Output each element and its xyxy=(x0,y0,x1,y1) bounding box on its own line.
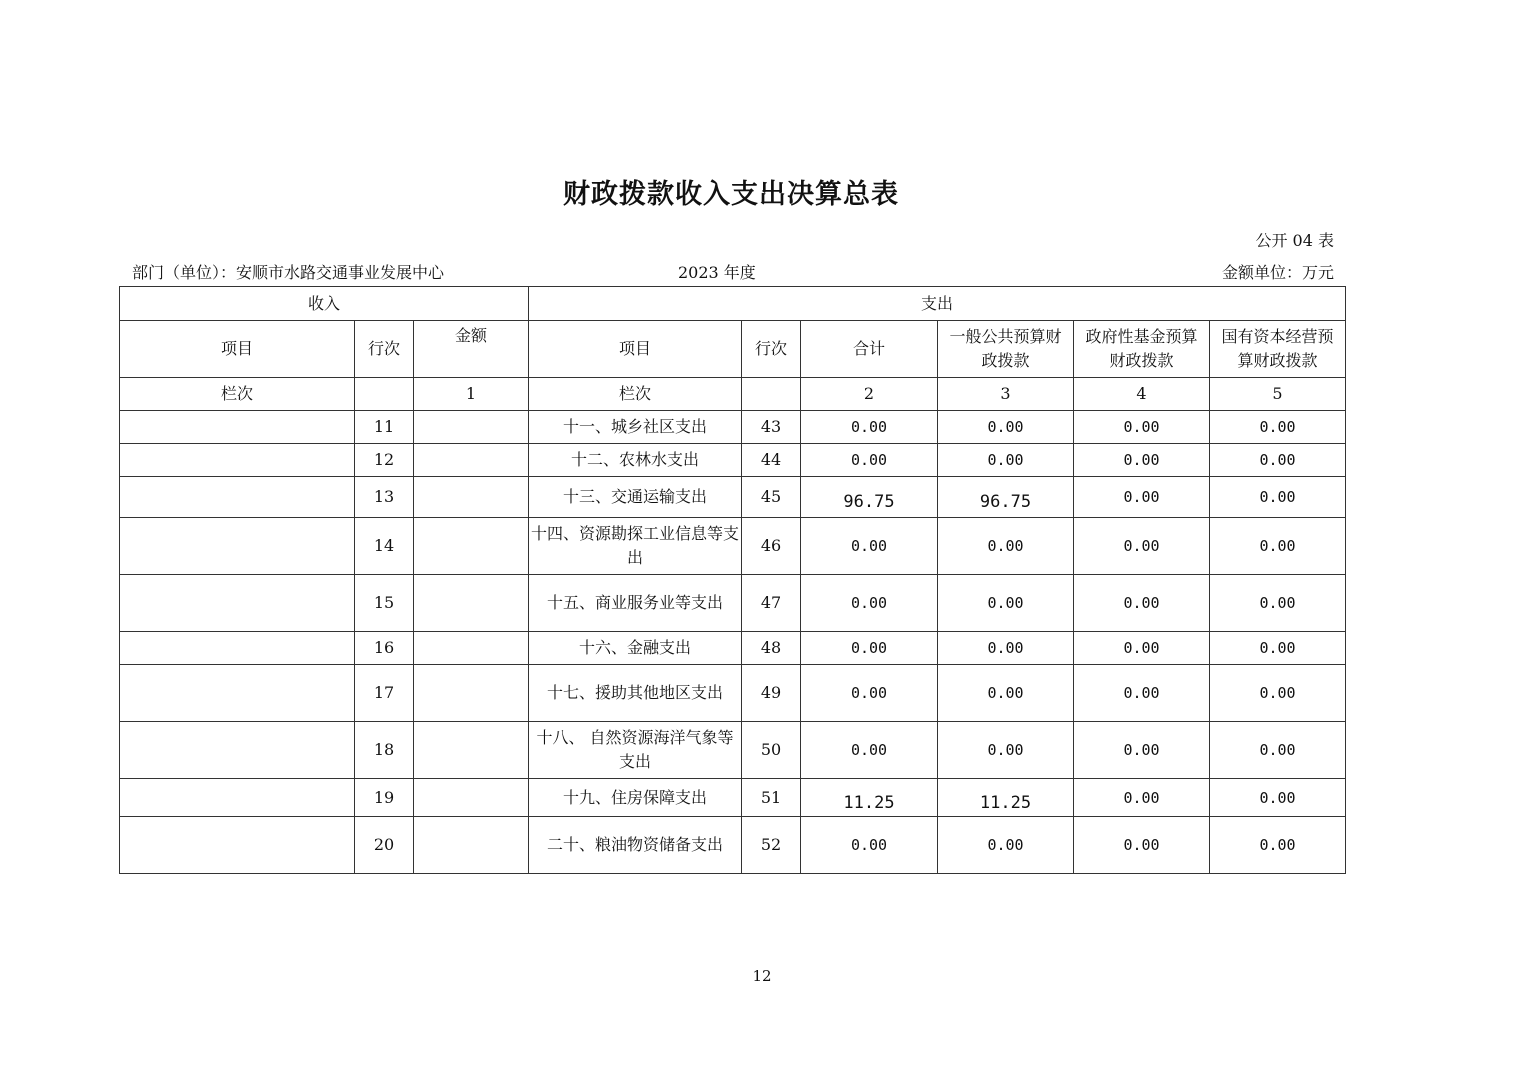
expense-item-cell: 十四、资源勘探工业信息等支出 xyxy=(529,518,742,575)
fiscal-year: 2023 年度 xyxy=(678,263,756,282)
general-budget-cell: 0.00 xyxy=(938,444,1074,477)
state-capital-cell: 0.00 xyxy=(1210,477,1346,518)
general-budget-header: 一般公共预算财政拨款 xyxy=(938,321,1074,378)
income-item-cell xyxy=(120,518,355,575)
income-amount-cell xyxy=(414,779,529,817)
expense-row-no-cell: 52 xyxy=(742,817,801,874)
expense-item-cell: 十六、金融支出 xyxy=(529,632,742,665)
income-amount-cell xyxy=(414,665,529,722)
total-cell: 0.00 xyxy=(801,444,938,477)
income-item-cell xyxy=(120,411,355,444)
total-cell: 0.00 xyxy=(801,632,938,665)
header-row-columns xyxy=(120,321,1346,378)
expense-row-no-cell: 44 xyxy=(742,444,801,477)
gov-fund-cell: 0.00 xyxy=(1074,477,1210,518)
total-header: 合计 xyxy=(801,321,938,378)
total-cell: 0.00 xyxy=(801,665,938,722)
table-row xyxy=(120,665,1346,722)
income-row-no-cell: 20 xyxy=(355,817,414,874)
expense-row-no-cell: 46 xyxy=(742,518,801,575)
table-row xyxy=(120,477,1346,518)
column-number-3: 3 xyxy=(938,378,1074,411)
expense-row-no-cell: 50 xyxy=(742,722,801,779)
expense-item-cell: 十二、农林水支出 xyxy=(529,444,742,477)
income-row-no-cell: 16 xyxy=(355,632,414,665)
income-row-no-cell: 19 xyxy=(355,779,414,817)
expense-item-cell: 十三、交通运输支出 xyxy=(529,477,742,518)
income-row-no-cell: 15 xyxy=(355,575,414,632)
empty-cell xyxy=(355,378,414,411)
income-amount-cell xyxy=(414,518,529,575)
income-row-no-cell: 14 xyxy=(355,518,414,575)
income-amount-cell xyxy=(414,411,529,444)
gov-fund-cell: 0.00 xyxy=(1074,779,1210,817)
income-row-no-cell: 17 xyxy=(355,665,414,722)
gov-fund-cell: 0.00 xyxy=(1074,411,1210,444)
expense-row-no-cell: 51 xyxy=(742,779,801,817)
column-number-1: 1 xyxy=(414,378,529,411)
total-cell: 0.00 xyxy=(801,411,938,444)
income-item-cell xyxy=(120,779,355,817)
general-budget-cell: 0.00 xyxy=(938,411,1074,444)
table-row xyxy=(120,444,1346,477)
general-budget-cell: 0.00 xyxy=(938,722,1074,779)
state-capital-cell: 0.00 xyxy=(1210,665,1346,722)
gov-fund-cell: 0.00 xyxy=(1074,817,1210,874)
income-amount-cell xyxy=(414,444,529,477)
table-row xyxy=(120,722,1346,779)
page-title: 财政拨款收入支出决算总表 xyxy=(563,179,899,210)
income-row-no-cell: 18 xyxy=(355,722,414,779)
expense-row-no-cell: 48 xyxy=(742,632,801,665)
gov-fund-cell: 0.00 xyxy=(1074,722,1210,779)
amount-unit: 金额单位：万元 xyxy=(1221,263,1334,282)
state-capital-cell: 0.00 xyxy=(1210,411,1346,444)
gov-fund-cell: 0.00 xyxy=(1074,444,1210,477)
state-capital-cell: 0.00 xyxy=(1210,575,1346,632)
expense-item-cell: 十九、住房保障支出 xyxy=(529,779,742,817)
table-row xyxy=(120,518,1346,575)
income-item-cell xyxy=(120,722,355,779)
state-capital-cell: 0.00 xyxy=(1210,632,1346,665)
income-amount-cell xyxy=(414,575,529,632)
general-budget-cell: 0.00 xyxy=(938,518,1074,575)
general-budget-cell: 0.00 xyxy=(938,632,1074,665)
gov-fund-cell: 0.00 xyxy=(1074,632,1210,665)
general-budget-cell: 0.00 xyxy=(938,817,1074,874)
total-cell: 0.00 xyxy=(801,518,938,575)
table-row xyxy=(120,632,1346,665)
header-row-groups xyxy=(120,287,1346,321)
expense-row-no-cell: 43 xyxy=(742,411,801,444)
expense-header: 支出 xyxy=(529,287,1346,321)
income-amount-cell xyxy=(414,632,529,665)
gov-fund-cell: 0.00 xyxy=(1074,518,1210,575)
income-item-cell xyxy=(120,817,355,874)
expense-item-cell: 十七、援助其他地区支出 xyxy=(529,665,742,722)
gov-fund-cell: 0.00 xyxy=(1074,575,1210,632)
budget-table xyxy=(119,286,1346,874)
total-cell: 0.00 xyxy=(801,817,938,874)
total-cell: 0.00 xyxy=(801,722,938,779)
income-amount-header: 金额 xyxy=(414,321,529,378)
income-amount-cell xyxy=(414,722,529,779)
department-label: 部门（单位）：安顺市水路交通事业发展中心 xyxy=(132,263,445,282)
state-capital-cell: 0.00 xyxy=(1210,518,1346,575)
general-budget-cell: 96.75 xyxy=(938,477,1074,518)
total-cell: 96.75 xyxy=(801,477,938,518)
state-capital-cell: 0.00 xyxy=(1210,779,1346,817)
column-number-row xyxy=(120,378,1346,411)
income-item-cell xyxy=(120,632,355,665)
expense-row-no-cell: 49 xyxy=(742,665,801,722)
expense-item-header: 项目 xyxy=(529,321,742,378)
table-row xyxy=(120,817,1346,874)
income-amount-cell xyxy=(414,477,529,518)
income-row-no-cell: 11 xyxy=(355,411,414,444)
state-capital-cell: 0.00 xyxy=(1210,444,1346,477)
income-row-no-cell: 12 xyxy=(355,444,414,477)
expense-item-cell: 十八、 自然资源海洋气象等支出 xyxy=(529,722,742,779)
expense-row-no-cell: 47 xyxy=(742,575,801,632)
income-amount-cell xyxy=(414,817,529,874)
table-row xyxy=(120,779,1346,817)
income-item-header: 项目 xyxy=(120,321,355,378)
total-cell: 11.25 xyxy=(801,779,938,817)
income-row-no-header: 行次 xyxy=(355,321,414,378)
expense-item-cell: 十一、城乡社区支出 xyxy=(529,411,742,444)
income-header: 收入 xyxy=(120,287,529,321)
table-row xyxy=(120,411,1346,444)
income-item-cell xyxy=(120,575,355,632)
column-number-4: 4 xyxy=(1074,378,1210,411)
general-budget-cell: 11.25 xyxy=(938,779,1074,817)
income-item-cell xyxy=(120,444,355,477)
state-capital-cell: 0.00 xyxy=(1210,817,1346,874)
state-capital-cell: 0.00 xyxy=(1210,722,1346,779)
column-label-income: 栏次 xyxy=(120,378,355,411)
income-item-cell xyxy=(120,477,355,518)
expense-item-cell: 十五、商业服务业等支出 xyxy=(529,575,742,632)
column-number-5: 5 xyxy=(1210,378,1346,411)
state-capital-header: 国有资本经营预算财政拨款 xyxy=(1210,321,1346,378)
column-number-2: 2 xyxy=(801,378,938,411)
empty-cell xyxy=(742,378,801,411)
total-cell: 0.00 xyxy=(801,575,938,632)
page-number: 12 xyxy=(752,967,772,985)
general-budget-cell: 0.00 xyxy=(938,665,1074,722)
column-label-expense: 栏次 xyxy=(529,378,742,411)
expense-item-cell: 二十、粮油物资储备支出 xyxy=(529,817,742,874)
form-number: 公开 04 表 xyxy=(1255,231,1334,250)
expense-row-no-cell: 45 xyxy=(742,477,801,518)
general-budget-cell: 0.00 xyxy=(938,575,1074,632)
expense-row-no-header: 行次 xyxy=(742,321,801,378)
table-row xyxy=(120,575,1346,632)
gov-fund-header: 政府性基金预算财政拨款 xyxy=(1074,321,1210,378)
income-row-no-cell: 13 xyxy=(355,477,414,518)
gov-fund-cell: 0.00 xyxy=(1074,665,1210,722)
income-item-cell xyxy=(120,665,355,722)
